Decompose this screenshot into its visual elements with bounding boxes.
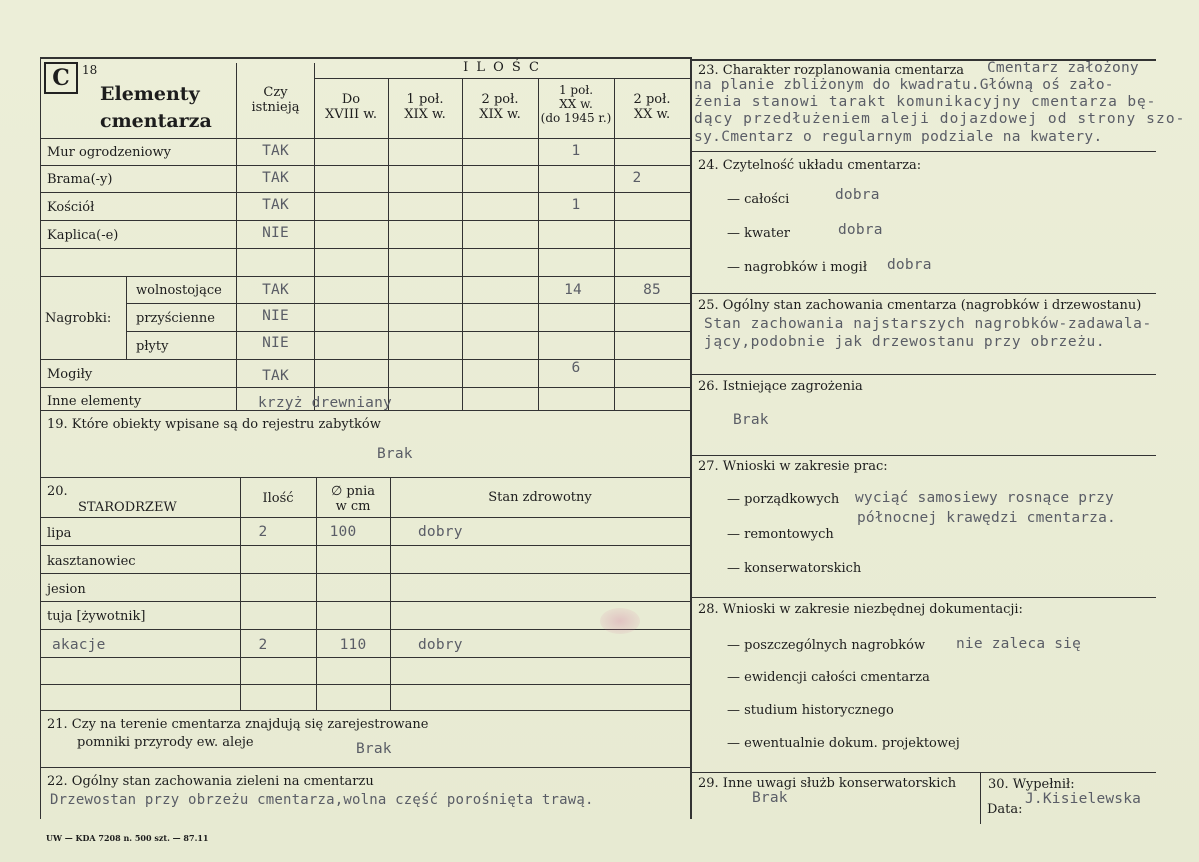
starodrzew-num: 20. <box>47 484 68 499</box>
q24-item-nagrobkow: — nagrobków i mogił <box>727 260 868 275</box>
tree-ilosc-akacje: 2 <box>258 637 268 653</box>
tree-stan-akacje: dobry <box>418 637 463 653</box>
exists-plyty: NIE <box>262 335 289 351</box>
q23-line5: sy.Cmentarz o regularnym podziale na kwatery. <box>694 129 1103 145</box>
count-brama: 2 <box>632 170 642 186</box>
q21-line1: 21. Czy na terenie cmentarza znajdują się zarejestrowane <box>47 717 429 732</box>
value-inne: krzyż drewniany <box>258 395 392 411</box>
row-label-wolnostojace: wolnostojące <box>136 283 222 298</box>
col-header-1xix: 1 poł. XIX w. <box>404 92 446 122</box>
q28-value: nie zaleca się <box>956 636 1082 652</box>
q26-value: Brak <box>733 412 769 428</box>
exists-mogily: TAK <box>262 368 289 384</box>
q21-line2: pomniki przyrody ew. aleje <box>77 735 254 750</box>
q23-label: 23. Charakter rozplanowania cmentarza <box>698 63 965 78</box>
q24-label: 24. Czytelność układu cmentarza: <box>698 158 922 173</box>
q27-item-remontowych: — remontowych <box>727 527 834 542</box>
q30-date-label: Data: <box>987 802 1023 817</box>
q27-item-porzadkowych: — porządkowych <box>727 492 840 507</box>
q29-value: Brak <box>752 790 788 806</box>
count-kosciol: 1 <box>571 197 581 213</box>
col-stan: Stan zdrowotny <box>488 490 592 505</box>
col-header-2xx: 2 poł. XX w. <box>633 92 671 122</box>
q23-line3: żenia stanowi tarakt komunikacyjny cmentarza bę- <box>694 94 1157 110</box>
col-ilosc: Ilość <box>262 491 294 506</box>
q19-value: Brak <box>377 446 413 462</box>
q28-item-nagrobkow: — poszczególnych nagrobków <box>727 638 926 653</box>
exists-brama: TAK <box>262 170 289 186</box>
q23-line2: na planie zbliżonym do kwadratu.Główną oś zało- <box>694 77 1114 93</box>
q27-value-line2: północnej krawędzi cmentarza. <box>857 510 1116 526</box>
tree-pnia-lipa: 100 <box>329 524 357 540</box>
q22-value: Drzewostan przy obrzeżu cmentarza,wolna część porośnięta trawą. <box>50 792 594 808</box>
col-header-xviii: Do XVIII w. <box>325 92 377 122</box>
q28-label: 28. Wnioski w zakresie niezbędnej dokumentacji: <box>698 602 1023 617</box>
q28-item-studium: — studium historycznego <box>727 703 894 718</box>
q27-label: 27. Wnioski w zakresie prac: <box>698 459 888 474</box>
row-label-brama: Brama(-y) <box>47 172 113 187</box>
q25-label: 25. Ogólny stan zachowania cmentarza (nagrobków i drzewostanu) <box>698 298 1142 313</box>
starodrzew-title: STARODRZEW <box>78 500 177 515</box>
q28-item-ewidencji: — ewidencji całości cmentarza <box>727 670 930 685</box>
exists-przyscienne: NIE <box>262 308 289 324</box>
exists-wolnostojace: TAK <box>262 282 289 298</box>
q25-line1: Stan zachowania najstarszych nagrobków-zadawala- <box>704 316 1152 332</box>
count-wolnostojace-2xx: 85 <box>643 282 661 298</box>
section-title-2: cmentarza <box>100 110 212 132</box>
exists-header: Czy istnieją <box>251 85 300 115</box>
q21-value: Brak <box>356 741 392 757</box>
row-label-inne: Inne elementy <box>47 394 142 409</box>
ilosc-header: I L O Ś C <box>463 60 541 75</box>
exists-kosciol: TAK <box>262 197 289 213</box>
q30-value: J.Kisielewska <box>1025 791 1142 807</box>
footer-print: UW — KDA 7208 n. 500 szt. — 87.11 <box>46 833 209 843</box>
q19-label: 19. Które obiekty wpisane są do rejestru zabytków <box>47 417 381 432</box>
section-letter: C <box>44 62 78 94</box>
col-pnia: ∅ pnia w cm <box>330 484 376 514</box>
q23-line4: dący przedłużeniem aleji dojazdowej od strony szo- <box>694 111 1186 127</box>
q24-value-kwater: dobra <box>838 222 883 238</box>
count-mogily: 6 <box>571 360 581 376</box>
q27-value-line1: wyciąć samosiewy rosnące przy <box>855 490 1114 506</box>
row-label-kosciol: Kościół <box>47 200 95 215</box>
q22-label: 22. Ogólny stan zachowania zieleni na cmentarzu <box>47 774 374 789</box>
q30-label: 30. Wypełnił: <box>988 777 1075 792</box>
tree-name-kasztanowiec: kasztanowiec <box>47 554 136 569</box>
q28-item-projektowej: — ewentualnie dokum. projektowej <box>727 736 960 751</box>
col-header-2xix: 2 poł. XIX w. <box>479 92 521 122</box>
row-label-przyscienne: przyścienne <box>136 311 215 326</box>
q24-item-calosci: — całości <box>727 192 790 207</box>
tree-name-lipa: lipa <box>47 526 72 541</box>
count-wolnostojace-1xx: 14 <box>564 282 582 298</box>
row-label-mogily: Mogiły <box>47 367 93 382</box>
nagrobki-label: Nagrobki: <box>45 311 112 326</box>
section-number: 18 <box>82 63 98 77</box>
ink-smudge <box>600 608 640 634</box>
q23-line1: Cmentarz założony <box>987 60 1139 76</box>
section-title-1: Elementy <box>100 83 200 105</box>
exists-mur: TAK <box>262 143 289 159</box>
tree-ilosc-lipa: 2 <box>258 524 268 540</box>
col-header-1xx: 1 poł. XX w. (do 1945 r.) <box>540 83 612 125</box>
tree-name-tuja: tuja [żywotnik] <box>47 609 146 624</box>
q24-value-calosci: dobra <box>835 187 880 203</box>
row-label-mur: Mur ogrodzeniowy <box>47 145 171 160</box>
exists-kaplica: NIE <box>262 225 289 241</box>
q24-item-kwater: — kwater <box>727 226 791 241</box>
q24-value-nagrobkow: dobra <box>887 257 932 273</box>
count-mur: 1 <box>571 143 581 159</box>
q29-label: 29. Inne uwagi służb konserwatorskich <box>698 776 957 791</box>
row-label-plyty: płyty <box>136 339 169 354</box>
q27-item-konserwatorskich: — konserwatorskich <box>727 561 862 576</box>
q25-line2: jący,podobnie jak drzewostanu przy obrzeżu. <box>704 334 1106 350</box>
tree-name-akacje: akacje <box>52 637 106 653</box>
q26-label: 26. Istniejące zagrożenia <box>698 379 863 394</box>
tree-stan-lipa: dobry <box>418 524 463 540</box>
row-label-kaplica: Kaplica(-e) <box>47 228 119 243</box>
tree-pnia-akacje: 110 <box>339 637 367 653</box>
tree-name-jesion: jesion <box>47 582 86 597</box>
